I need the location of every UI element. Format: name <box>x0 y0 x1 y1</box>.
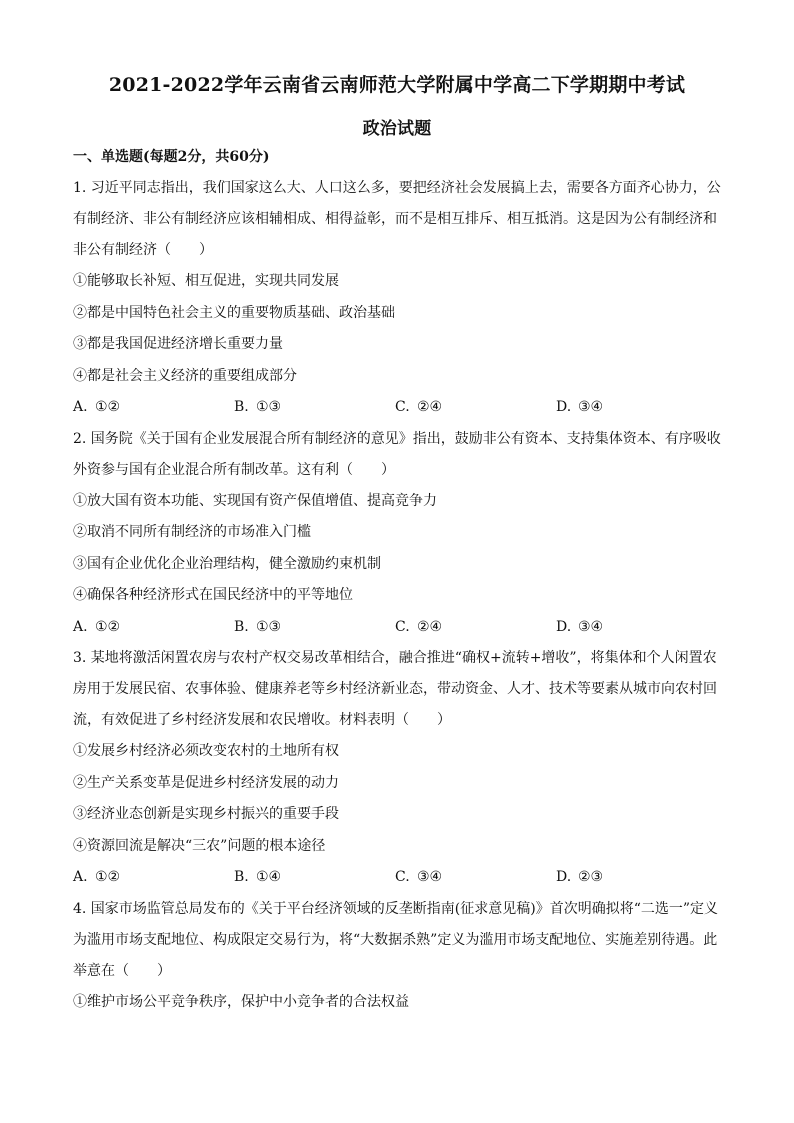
section-heading: 一、单选题(每题2分，共60分) <box>73 149 270 165</box>
choice-label: B. <box>234 869 249 885</box>
choice-text: ③④ <box>578 618 604 635</box>
choice-label: B. <box>234 399 249 415</box>
answer-choices <box>73 862 723 894</box>
choice-a <box>73 392 234 424</box>
choice-label: A. <box>73 869 88 885</box>
choice-d <box>556 392 717 424</box>
statement-option: ①发展乡村经济必须改变农村的土地所有权 <box>73 743 339 759</box>
statement-option: ④都是社会主义经济的重要组成部分 <box>73 367 297 384</box>
question-4 <box>73 894 723 1019</box>
statement-option: ③经济业态创新是实现乡村振兴的重要手段 <box>73 806 339 822</box>
document-title: 2021-2022学年云南省云南师范大学附属中学高二下学期期中考试 <box>108 74 686 96</box>
choice-b <box>234 612 395 644</box>
choice-b <box>234 862 395 894</box>
question-stem: 4. 国家市场监管总局发布的《关于平台经济领域的反垄断指南(征求意见稿)》首次明确拟将“二选一”定义为滥用市场支配地位、构成限定交易行为，将“大数据杀熟”定义为滥用市场支配地位、实施差别待遇。此举意在（ ） <box>73 900 719 979</box>
choice-c <box>395 862 556 894</box>
statement-option: ②取消不同所有制经济的市场准入门槛 <box>73 524 311 540</box>
choice-a <box>73 612 234 644</box>
statement-option: ②生产关系变革是促进乡村经济发展的动力 <box>73 774 339 791</box>
statement-option: ④资源回流是解决“三农”问题的根本途径 <box>73 837 326 854</box>
choice-text: ①② <box>95 618 121 635</box>
choice-label: A. <box>73 399 88 415</box>
choice-label: C. <box>395 618 410 635</box>
choice-c <box>395 612 556 644</box>
question-1 <box>73 173 723 424</box>
choice-text: ②③ <box>578 869 604 885</box>
document-subtitle: 政治试题 <box>362 119 432 139</box>
choice-b <box>234 392 395 424</box>
choice-text: ③④ <box>578 399 604 415</box>
statement-option: ①维护市场公平竞争秩序，保护中小竞争者的合法权益 <box>73 993 409 1010</box>
statement-option: ④确保各种经济形式在国民经济中的平等地位 <box>73 587 353 603</box>
choice-label: C. <box>395 399 410 415</box>
choice-text: ①③ <box>256 618 282 635</box>
choice-text: ②④ <box>417 399 443 415</box>
choice-text: ①④ <box>256 869 282 885</box>
statement-option: ①放大国有资本功能、实现国有资产保值增值、提高竞争力 <box>73 492 437 509</box>
choice-label: C. <box>395 869 410 885</box>
choice-d <box>556 612 717 644</box>
choice-text: ①② <box>95 869 121 885</box>
question-stem: 1. 习近平同志指出，我们国家这么大、人口这么多，要把经济社会发展搞上去，需要各方面齐心协力，公有制经济、非公有制经济应该相辅相成、相得益彰，而不是相互排斥、相互抵消。这是因为公有制经济和非公有制经济（ ） <box>73 180 721 258</box>
question-stem: 2. 国务院《关于国有企业发展混合所有制经济的意见》指出，鼓励非公有资本、支持集体资本、有序吸收外资参与国有企业混合所有制改革。这有利（ ） <box>73 430 721 478</box>
choice-text: ②④ <box>417 618 443 635</box>
choice-text: ①② <box>95 399 121 415</box>
answer-choices <box>73 612 723 644</box>
choice-text: ①③ <box>256 399 282 415</box>
statement-option: ②都是中国特色社会主义的重要物质基础、政治基础 <box>73 304 395 321</box>
choice-label: D. <box>556 869 572 885</box>
choice-text: ③④ <box>417 869 443 885</box>
statement-option: ③都是我国促进经济增长重要力量 <box>73 336 283 352</box>
answer-choices <box>73 392 723 424</box>
choice-label: B. <box>234 618 249 635</box>
choice-label: A. <box>73 618 88 635</box>
question-3 <box>73 643 723 894</box>
choice-c <box>395 392 556 424</box>
choice-d <box>556 862 717 894</box>
choice-label: D. <box>556 618 572 635</box>
choice-a <box>73 862 234 894</box>
question-list <box>73 173 723 1018</box>
statement-option: ③国有企业优化企业治理结构，健全激励约束机制 <box>73 555 381 572</box>
statement-option: ①能够取长补短、相互促进，实现共同发展 <box>73 273 339 289</box>
question-2 <box>73 424 723 644</box>
question-stem: 3. 某地将激活闲置农房与农村产权交易改革相结合，融合推进“确权+流转+增收”，将集体和个人闲置农房用于发展民宿、农事体验、健康养老等乡村经济新业态，带动资金、人才、技术等要素从城市向农村回流，有效促进了乡村经济发展和农民增收。材料表明（ ） <box>73 650 717 728</box>
choice-label: D. <box>556 399 572 415</box>
